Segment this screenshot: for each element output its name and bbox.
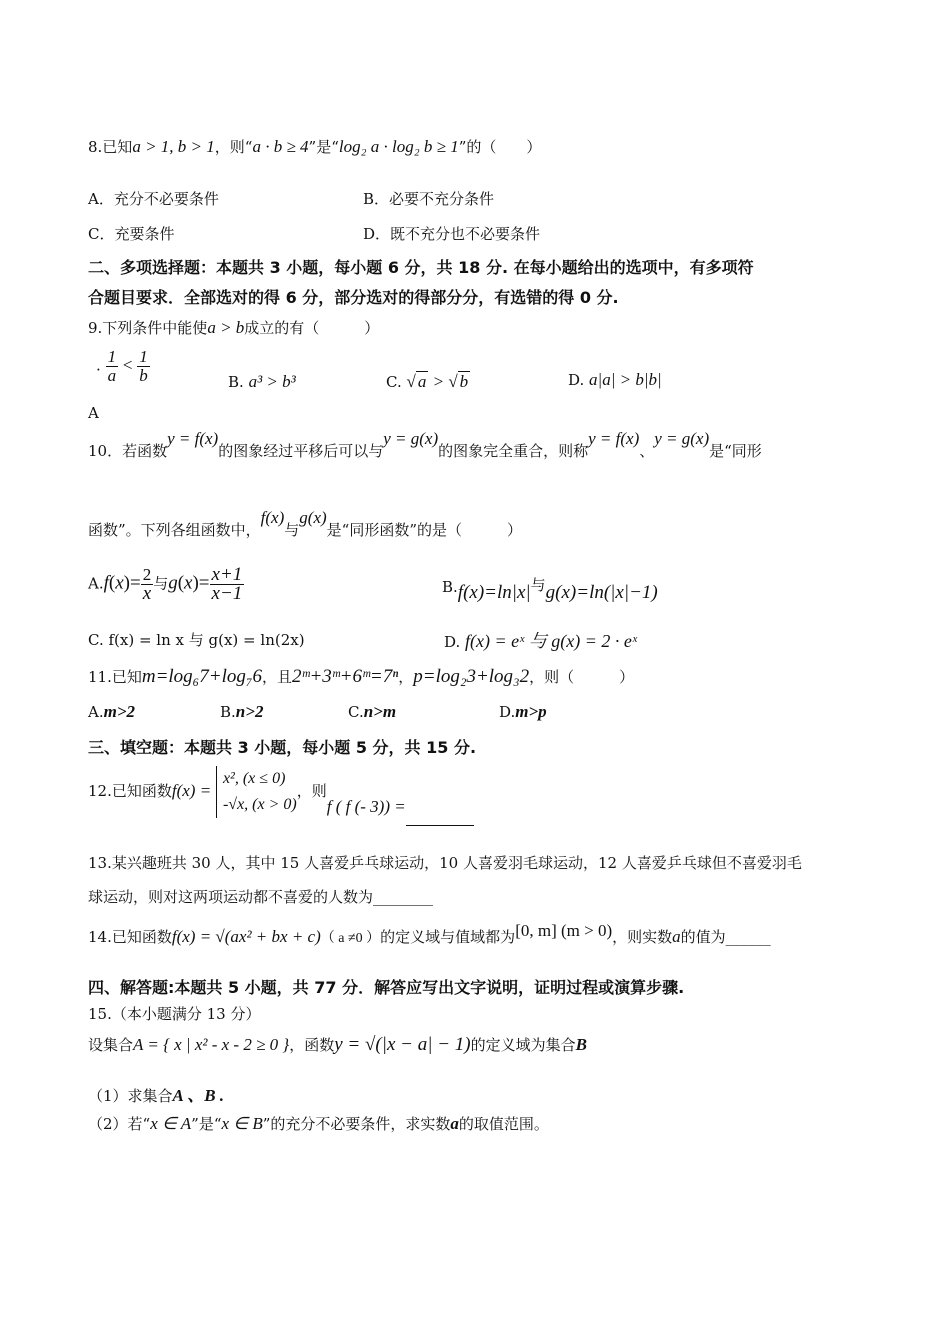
q12-text: 12.已知函数 xyxy=(88,782,172,800)
q11-b-label: B. xyxy=(220,703,236,721)
q11-c-label: C. xyxy=(348,703,364,721)
q11-a-label: A. xyxy=(88,703,104,721)
q9-stem xyxy=(88,317,379,338)
q14-text: 的值为______ xyxy=(680,928,771,946)
q10-text: 与 xyxy=(284,521,300,539)
q11-text: 11.已知 xyxy=(88,668,142,686)
q10-b-label: B. xyxy=(442,578,458,596)
q8-condition: a > 1, b > 1 xyxy=(132,137,215,156)
q15-text: ”的充分不必要条件，求实数 xyxy=(262,1115,451,1133)
q8-option-c: C．充要条件 xyxy=(88,225,175,243)
q10-text: 函数”。下列各组函数中， xyxy=(88,521,261,539)
q15-stem xyxy=(88,1034,587,1056)
q8-expr1: a · b ≥ 4 xyxy=(252,137,309,156)
q9-b-label: B. xyxy=(228,373,244,391)
q11-option-d xyxy=(499,702,547,722)
q8-text: ，则“ xyxy=(214,138,253,156)
q11-text: ，且 xyxy=(262,668,293,686)
q8-stem xyxy=(88,136,541,157)
q15-p2d: x ∈ B xyxy=(221,1114,263,1133)
q15-text: ”是“ xyxy=(191,1115,222,1133)
q11-option-c xyxy=(348,702,396,722)
q15-func: y = √(|x − a| − 1) xyxy=(334,1034,471,1055)
q10-text: 是“同形 xyxy=(709,442,762,460)
q10-fx: f(x) xyxy=(260,508,285,527)
q10-f: y = f(x) xyxy=(167,429,219,448)
q15-text: 的定义域为集合 xyxy=(470,1036,576,1054)
q15-b: B xyxy=(575,1035,587,1054)
q11-option-a xyxy=(88,702,135,722)
q14-cond: （ a ≠0 ） xyxy=(320,931,381,946)
q10-a-label: A. xyxy=(88,574,104,593)
q13-line1: 13.某兴趣班共 30 人，其中 15 人喜爱乒乓球运动，10 人喜爱羽毛球运动，12 人喜爱乒乓球但不喜爱羽毛 xyxy=(88,854,802,872)
q11-b: n>2 xyxy=(235,702,264,721)
q9-d-expr: a|a| > b|b| xyxy=(589,370,662,389)
q10-text: 的图象完全重合，则称 xyxy=(438,442,589,460)
q10-g: y = g(x) xyxy=(383,429,439,448)
q11-d: m>p xyxy=(515,702,547,721)
q10-stem-line1 xyxy=(88,429,762,461)
q8-option-d: D．既不充分也不必要条件 xyxy=(363,225,541,243)
q14-interval: [0, m] (m > 0) xyxy=(515,921,613,940)
q10-option-c: C. f(x) = ln x 与 g(x) = ln(2x) xyxy=(88,631,305,649)
q11-option-b xyxy=(220,702,263,722)
q12-text: ，则 xyxy=(296,782,327,800)
q15-part2 xyxy=(88,1113,549,1134)
q11-d-label: D. xyxy=(499,703,516,721)
q15-p2f: a xyxy=(450,1114,459,1133)
q15-text: （1）求集合 xyxy=(88,1087,173,1105)
q9-d-label: D. xyxy=(568,371,585,389)
section2-line1: 二、多项选择题：本题共 3 小题，每小题 6 分，共 18 分. 在每小题给出的选项中，有多项符 xyxy=(88,258,754,277)
q10-b-expr1: f(x)=ln|x| xyxy=(457,582,531,603)
q15-text: ，函数 xyxy=(289,1036,335,1054)
q10-option-a: A.f(x)= $\frac{2}{x}$ 与g(x)= $\frac{x+1}{x-1}$ xyxy=(88,564,243,604)
q10-d-expr: f(x) = eˣ 与 g(x) = 2 · eˣ xyxy=(465,631,637,651)
q10-text: 是“同形函数”的是（ ） xyxy=(326,521,522,539)
q15-text: （2）若“ xyxy=(88,1115,151,1133)
section2-line2: 合题目要求．全部选对的得 6 分，部分选对的得部分分，有选错的得 0 分. xyxy=(88,288,619,307)
q15-p2b: x ∈ A xyxy=(150,1114,192,1133)
q9-condition: a > b xyxy=(207,318,245,337)
q10-f: y = f(x) xyxy=(588,429,640,448)
q11-text: ，则（ ） xyxy=(529,668,635,686)
q9-option-b xyxy=(228,372,296,392)
q9-option-d xyxy=(568,370,662,390)
q12-stem xyxy=(88,766,474,818)
q12-case1: x², (x ≤ 0) xyxy=(222,770,286,787)
q15-heading: 15.（本小题满分 13 分） xyxy=(88,1005,261,1023)
q9-option-c: C. √ a > √ b xyxy=(386,372,469,391)
q14-a: a xyxy=(672,927,681,946)
q9-text: 成立的有（ ） xyxy=(244,319,380,337)
q14-text: 的定义域与值域都为 xyxy=(380,928,516,946)
q10-gx: g(x) xyxy=(299,508,327,527)
q8-text: ”是“ xyxy=(308,138,339,156)
q10-option-d xyxy=(444,627,637,653)
q14-text: 14.已知函数 xyxy=(88,928,172,946)
q12-answer-blank xyxy=(406,811,474,826)
q12-case2: -√x, (x > 0) xyxy=(222,796,297,813)
q10-d-label: D. xyxy=(444,633,461,651)
q10-text: 10．若函数 xyxy=(88,442,168,460)
q12-fx: f(x) = xyxy=(171,781,212,800)
q10-text: 的图象经过平移后可以与 xyxy=(218,442,384,460)
q15-part1 xyxy=(88,1081,224,1106)
q11-text: ， xyxy=(398,668,414,686)
q8-option-b: B．必要不充分条件 xyxy=(363,190,495,208)
q11-a: m>2 xyxy=(103,702,136,721)
q13-line2: 球运动，则对这两项运动都不喜爱的人数为________ xyxy=(88,888,434,906)
q15-set-a: A = { x | x² - x - 2 ≥ 0 } xyxy=(133,1035,290,1054)
q9-frac-1a: $\frac{1}{a}$ xyxy=(107,347,117,385)
q14-stem xyxy=(88,921,771,947)
q12-ask: f ( f (- 3)) = xyxy=(326,797,406,816)
q8-text: ”的（ ） xyxy=(458,138,542,156)
q10-b-expr2: g(x)=ln(|x|−1) xyxy=(545,582,658,603)
q11-stem xyxy=(88,666,634,688)
q9-frac-1b: $\frac{1}{b}$ xyxy=(139,347,148,385)
q15-p1b: A 、B . xyxy=(172,1086,225,1105)
q15-text: 设集合 xyxy=(88,1036,134,1054)
q9-option-a: . $\frac{1}{a}$ < $\frac{1}{b}$ xyxy=(96,347,148,385)
q10-text: 、 xyxy=(639,442,655,460)
q11-p: p=log₂3+log₃2 xyxy=(413,666,530,687)
q10-stem-line2 xyxy=(88,508,522,540)
section3-heading: 三、填空题：本题共 3 小题，每小题 5 分，共 15 分. xyxy=(88,738,477,757)
q12-piecewise xyxy=(216,766,297,818)
q9-option-a-label: A xyxy=(88,404,99,422)
q9-c-label: C. xyxy=(386,373,402,391)
q15-text: 的取值范围。 xyxy=(458,1115,549,1133)
q10-g: y = g(x) xyxy=(654,429,710,448)
q11-eq: 2ᵐ+3ᵐ+6ᵐ=7ⁿ xyxy=(292,666,399,687)
q10-option-b xyxy=(442,576,658,604)
q10-with: 与 xyxy=(153,574,169,593)
q9-text: 9.下列条件中能使 xyxy=(88,319,208,337)
q14-fx: f(x) = √(ax² + bx + c) xyxy=(171,927,321,946)
section4-heading: 四、解答题:本题共 5 小题，共 77 分．解答应写出文字说明，证明过程或演算步骤. xyxy=(88,978,685,997)
q10-with: 与 xyxy=(530,576,546,594)
q8-number: 8.已知 xyxy=(88,138,133,156)
q11-c: n>m xyxy=(363,702,397,721)
q11-m: m=log₆7+log₇6 xyxy=(141,666,262,687)
q9-b-expr: a³ > b³ xyxy=(248,372,296,391)
q8-option-a: A．充分不必要条件 xyxy=(88,190,219,208)
q8-expr2: log₂ a · log₂ b ≥ 1 xyxy=(338,137,459,156)
q14-text: ，则实数 xyxy=(612,928,673,946)
